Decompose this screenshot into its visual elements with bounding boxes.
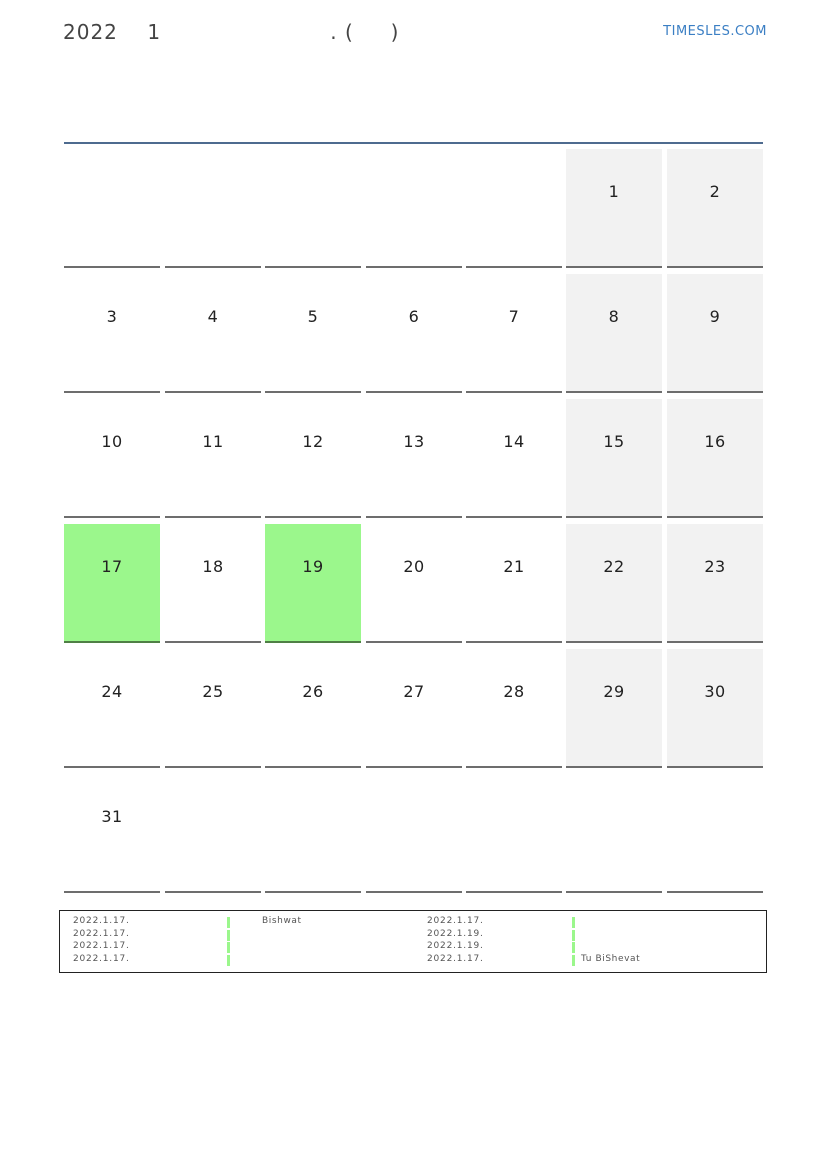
day-cell [667, 524, 763, 643]
legend-color-bar [227, 930, 230, 941]
day-number: 24 [101, 682, 123, 701]
day-number: 10 [101, 432, 123, 451]
day-number: 20 [403, 557, 425, 576]
day-number: 30 [704, 682, 726, 701]
legend-date: 2022.1.19. [427, 928, 484, 939]
day-cell [566, 399, 662, 518]
legend-date: 2022.1.17. [73, 928, 130, 939]
day-cell [165, 774, 261, 893]
legend-holiday-name: Bishwat [262, 916, 302, 926]
top-rule [64, 142, 763, 144]
holiday-legend [59, 910, 767, 973]
day-cell [64, 149, 160, 268]
legend-date: 2022.1.17. [73, 916, 130, 926]
day-cell [667, 399, 763, 518]
day-cell [366, 399, 462, 518]
day-cell [265, 274, 361, 393]
day-number: 28 [503, 682, 525, 701]
legend-color-bar [227, 955, 230, 966]
day-number: 1 [608, 182, 620, 201]
brand-link[interactable]: TIMESLES.COM [663, 24, 767, 39]
day-cell [466, 524, 562, 643]
day-number: 13 [403, 432, 425, 451]
day-cell [64, 399, 160, 518]
day-cell [165, 149, 261, 268]
day-cell [566, 524, 662, 643]
day-cell [366, 774, 462, 893]
day-cell [165, 399, 261, 518]
legend-date: 2022.1.19. [427, 941, 484, 951]
legend-color-bar [572, 955, 575, 966]
day-cell [366, 274, 462, 393]
day-cell [165, 649, 261, 768]
day-cell [366, 524, 462, 643]
day-cell [566, 274, 662, 393]
day-cell [667, 274, 763, 393]
legend-color-bar [572, 930, 575, 941]
legend-color-bar [572, 917, 575, 928]
day-number: 18 [202, 557, 224, 576]
day-number: 7 [508, 307, 520, 326]
day-cell [466, 399, 562, 518]
day-cell [265, 399, 361, 518]
day-cell [566, 774, 662, 893]
day-cell [466, 649, 562, 768]
day-number: 17 [101, 557, 123, 576]
day-number: 29 [603, 682, 625, 701]
day-number: 23 [704, 557, 726, 576]
day-number: 16 [704, 432, 726, 451]
day-number: 4 [207, 307, 219, 326]
day-cell [165, 524, 261, 643]
legend-color-bar [572, 942, 575, 953]
day-number: 3 [106, 307, 118, 326]
day-cell [265, 649, 361, 768]
legend-holiday-name: Tu BiShevat [581, 953, 641, 964]
day-number: 27 [403, 682, 425, 701]
day-number: 21 [503, 557, 525, 576]
legend-date: 2022.1.17. [427, 953, 484, 964]
day-cell [165, 274, 261, 393]
day-number: 14 [503, 432, 525, 451]
day-cell [667, 649, 763, 768]
day-cell [64, 274, 160, 393]
day-cell [265, 149, 361, 268]
day-number: 8 [608, 307, 620, 326]
day-number: 15 [603, 432, 625, 451]
day-cell [366, 649, 462, 768]
day-number: 25 [202, 682, 224, 701]
day-number: 26 [302, 682, 324, 701]
day-cell [566, 649, 662, 768]
day-number: 22 [603, 557, 625, 576]
day-number: 31 [101, 807, 123, 826]
day-number: 9 [709, 307, 721, 326]
day-number: 5 [307, 307, 319, 326]
day-cell [667, 774, 763, 893]
day-number: 12 [302, 432, 324, 451]
day-number: 11 [202, 432, 224, 451]
day-cell [265, 774, 361, 893]
legend-date: 2022.1.17. [73, 953, 130, 964]
day-number: 2 [709, 182, 721, 201]
day-cell [366, 149, 462, 268]
day-cell [265, 524, 361, 643]
legend-date: 2022.1.17. [427, 916, 484, 926]
day-cell [466, 774, 562, 893]
day-number: 6 [408, 307, 420, 326]
day-cell [466, 149, 562, 268]
legend-color-bar [227, 917, 230, 928]
day-cell [466, 274, 562, 393]
day-cell [566, 149, 662, 268]
day-number: 19 [302, 557, 324, 576]
calendar-title: 2022 1 . ( ) [63, 20, 400, 44]
legend-color-bar [227, 942, 230, 953]
day-cell [64, 649, 160, 768]
day-cell [667, 149, 763, 268]
day-cell [64, 524, 160, 643]
legend-date: 2022.1.17. [73, 941, 130, 951]
day-cell [64, 774, 160, 893]
